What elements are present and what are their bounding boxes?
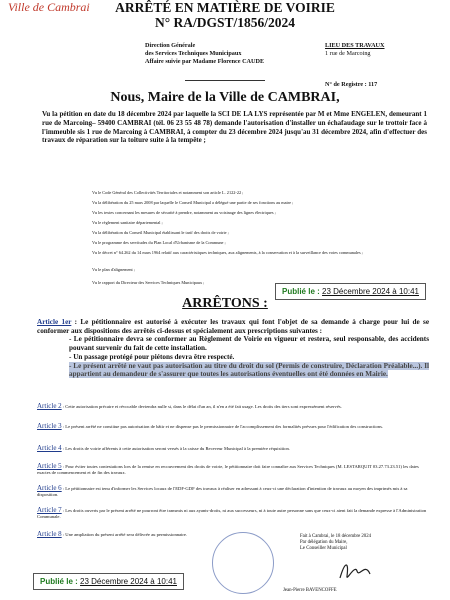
article-text: : Pour éviter toutes contestations lors de la remise en recouvrement des droits de voirie, le pétitionnaire doit faire connaître aux Services Techniques (M. LESTARQUIT 03.27.73.23.51) les dates exactes de commencement et de fin des travaux. [37,464,419,475]
article-1 [37,318,429,379]
article-label: Article 4 [37,444,62,452]
article-text: : Les droits ouverts par le présent arrêté ne pourront être transmis ni aux ayants-droits, ni aux successeurs, ni à toute autre personne sans que ceux-ci aient fait la demande expresse à l'Administration Communale. [37,508,427,519]
signature-line: Le Conseiller Municipal [300,546,347,551]
article-label: Article 3 [37,422,62,430]
signature-block [300,534,371,552]
divider [185,80,265,81]
publication-label: Publié le : [40,577,78,586]
signature-line: Fait à Cambrai, le 18 décembre 2024 [300,534,371,539]
vu-item: Vu le décret n° 64.262 du 14 mars 1964 relatif aux caractéristiques techniques, aux alignements, à la conservation et à la surveillance des voies communales ; [92,250,363,255]
article [37,424,429,430]
petition-paragraph: Vu la pétition en date du 18 décembre 2024 par laquelle la SCI DE LA LYS représentée par M et Mme ENGELEN, demeurant 1 rue de Marcoing– 59400 CAMBRAI (tél. 06 23 55 48 78) demande l'autorisation d'installer un échafaudage sur le trottoir face à l'immeuble sis 1 rue de Marcoing à CAMBRAI, à compter du 23 décembre 2024 jusqu'au 31 décembre 2024, afin d'effectuer des travaux de réparation sur la toiture suite à la tempête ; [42,110,427,145]
official-seal [212,532,274,594]
article-text: : Une ampliation du présent arrêté sera délivrée au permissionnaire. [62,532,188,537]
registre-number: N° de Registre : 117 [325,81,378,88]
article-label: Article 5 [37,462,62,470]
article-text: : Le pétitionnaire est tenu d'informer les Services locaux de l'EDF-GDF des travaux à réaliser en adressant à ceux-ci une déclaration d'intention de travaux au moyen des imprimés mis à sa disposition. [37,486,408,497]
article-label: Article 6 [37,484,62,492]
city-logo: Ville de Cambrai [8,0,90,14]
vu-item: Vu le programme des servitudes du Plan Local d'Urbanisme de la Commune ; [92,240,226,245]
vu-item: Vu le plan d'alignement ; [92,267,135,272]
arretons-heading: ARRÊTONS : [182,296,268,311]
publication-label: Publié le : [282,287,320,296]
article-label: Article 8 [37,530,62,538]
article [37,486,429,497]
vu-item: Vu le rapport du Directeur des Services Techniques Municipaux ; [92,280,205,285]
direction-line: des Services Techniques Municipaux [145,50,242,57]
article-text: : Cette autorisation précaire et révocable deviendra nulle si, dans le délai d'un an, il n'en a été fait usage. Les droits des tiers sont expressément réservés. [62,404,342,409]
lieu-block [325,42,385,58]
article-bullet: - Le pétitionnaire devra se conformer au Règlement de Voirie en vigueur et restera, seul responsable, des accidents pouvant survenir du fait de cette installation. [69,335,429,353]
vu-item: Vu la délibération du 25 mars 2008 par laquelle le Conseil Municipal a délégué une partie de ses fonctions au maire ; [92,200,294,205]
publication-date: 23 Décembre 2024 à 10:41 [80,577,177,586]
direction-line: Direction Générale [145,42,196,49]
article-label: Article 1er [37,318,72,326]
vu-item: Vu les textes concernant les mesures de sécurité à prendre, notamment au voisinage des lignes électriques ; [92,210,276,215]
vu-item: Vu le règlement sanitaire départemental ; [92,220,163,225]
nous-heading: Nous, Maire de la Ville de CAMBRAI, [110,90,340,105]
article [37,464,429,475]
lieu-value: 1 rue de Marcoing [325,50,371,57]
publication-date: 23 Décembre 2024 à 10:41 [322,287,419,296]
article-text: : Les droits de voirie afférents à cette autorisation seront versés à la caisse du Receveur Municipal à la première réquisition. [62,446,290,451]
document-title: ARRÊTÉ EN MATIÈRE DE VOIRIE [115,0,335,15]
article-label: Article 7 [37,506,62,514]
vu-item: Vu la délibération du Conseil Municipal établissant le tarif des droits de voirie ; [92,230,229,235]
article [37,446,429,452]
signatory-name: Jean-Pierre BAVENCOFFE [283,588,337,593]
handwritten-signature [335,556,375,586]
article-bullet: - Un passage protégé pour piétons devra être respecté. [69,352,235,361]
article [37,508,429,519]
lieu-label: LIEU DES TRAVAUX [325,42,385,49]
signature-line: Par délégation du Maire, [300,540,348,545]
document-number: N° RA/DGST/1856/2024 [154,15,296,30]
vu-item: Vu le Code Général des Collectivités Territoriales et notamment son article L. 2122-22 ; [92,190,244,195]
article [37,404,429,410]
direction-line: Affaire suivie par Madame Florence CAUDE [145,58,265,65]
publication-stamp [33,573,184,590]
article-text: : Le pétitionnaire est autorisé à exécuter les travaux qui font l'objet de sa demande à charge pour lui de se conformer aux dispositions des arrêtés ci-dessus et spécialement aux prescriptions suivantes : [37,318,430,335]
direction-block [145,42,264,66]
article-text: : Le présent arrêté ne constitue pas autorisation de bâtir et ne dispense pas le permissionnaire de l'accomplissement des formalités prévues pour l'édification des constructions. [62,424,384,429]
article-label: Article 2 [37,402,62,410]
article-bullet-highlighted: - Le présent arrêté ne vaut pas autorisation au titre du droit du sol (Permis de construire, Déclaration Préalable...). Il appartient au demandeur de s'assurer que toutes les autorisations éventuelles ont été données en Mairie. [69,361,429,379]
